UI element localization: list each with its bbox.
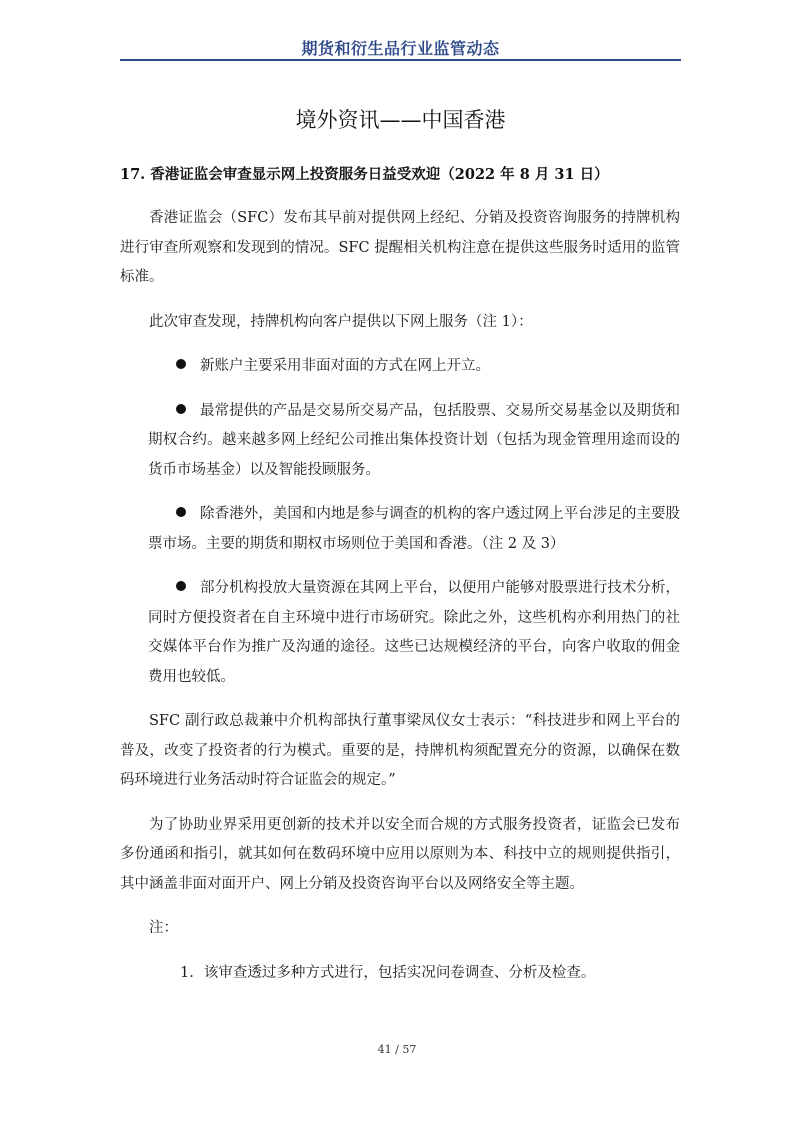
- list-item: 部分机构投放大量资源在其网上平台，以便用户能够对股票进行技术分析，同时方便投资者在自主环境中进行市场研究。除此之外，这些机构亦利用热门的社交媒体平台作为推广及沟通的途径。这些已达规模经济的平台，向客户收取的佣金费用也较低。: [148, 580, 680, 685]
- bullet-icon: [176, 359, 186, 369]
- note-text: 该审查透过多种方式进行，包括实况问卷调查、分析及检查。: [203, 964, 596, 981]
- bullet-icon: [176, 404, 186, 414]
- article-title: 17. 香港证监会审查显示网上投资服务日益受欢迎（2022 年 8 月 31 日）: [120, 166, 609, 183]
- list-item: 新账户主要采用非面对面的方式在网上开立。: [120, 352, 680, 382]
- bullet-icon: [176, 507, 186, 517]
- list-item: 除香港外，美国和内地是参与调查的机构的客户透过网上平台涉足的主要股票市场。主要的期货和期权市场则位于美国和香港。（注 2 及 3）: [148, 506, 680, 552]
- findings-list: [120, 352, 680, 692]
- paragraph-guidance: 为了协助业界采用更创新的技术并以安全而合规的方式服务投资者，证监会已发布多份通函和指引，就其如何在数码环境中应用以原则为本、科技中立的规则提供指引，其中涵盖非面对面开户、网上分销及投资咨询平台以及网络安全等主题。: [120, 816, 680, 892]
- paragraph-findings-lead: 此次审查发现，持牌机构向客户提供以下网上服务（注 1）：: [149, 313, 533, 330]
- notes-label: 注：: [149, 920, 178, 936]
- note-item: [120, 959, 680, 989]
- section-title: 境外资讯——中国香港: [295, 108, 506, 132]
- bullet-icon: [176, 581, 186, 591]
- article-body: [120, 204, 680, 988]
- page-number: 41 / 57: [377, 1043, 417, 1056]
- document-header: 期货和衍生品行业监管动态: [301, 39, 500, 58]
- notes-list: [120, 959, 680, 989]
- note-number: 1.: [180, 964, 194, 981]
- paragraph-intro: 香港证监会（SFC）发布其早前对提供网上经纪、分销及投资咨询服务的持牌机构进行审查所观察和发现到的情况。SFC 提醒相关机构注意在提供这些服务时适用的监管标准。: [120, 210, 680, 285]
- paragraph-quote: SFC 副行政总裁兼中介机构部执行董事梁凤仪女士表示：“科技进步和网上平台的普及，改变了投资者的行为模式。重要的是，持牌机构须配置充分的资源，以确保在数码环境进行业务活动时符合证监会的规定。”: [120, 713, 680, 788]
- list-item: 最常提供的产品是交易所交易产品，包括股票、交易所交易基金以及期货和期权合约。越来越多网上经纪公司推出集体投资计划（包括为现金管理用途而设的货币市场基金）以及智能投顾服务。: [148, 402, 680, 478]
- header-divider: [120, 59, 681, 61]
